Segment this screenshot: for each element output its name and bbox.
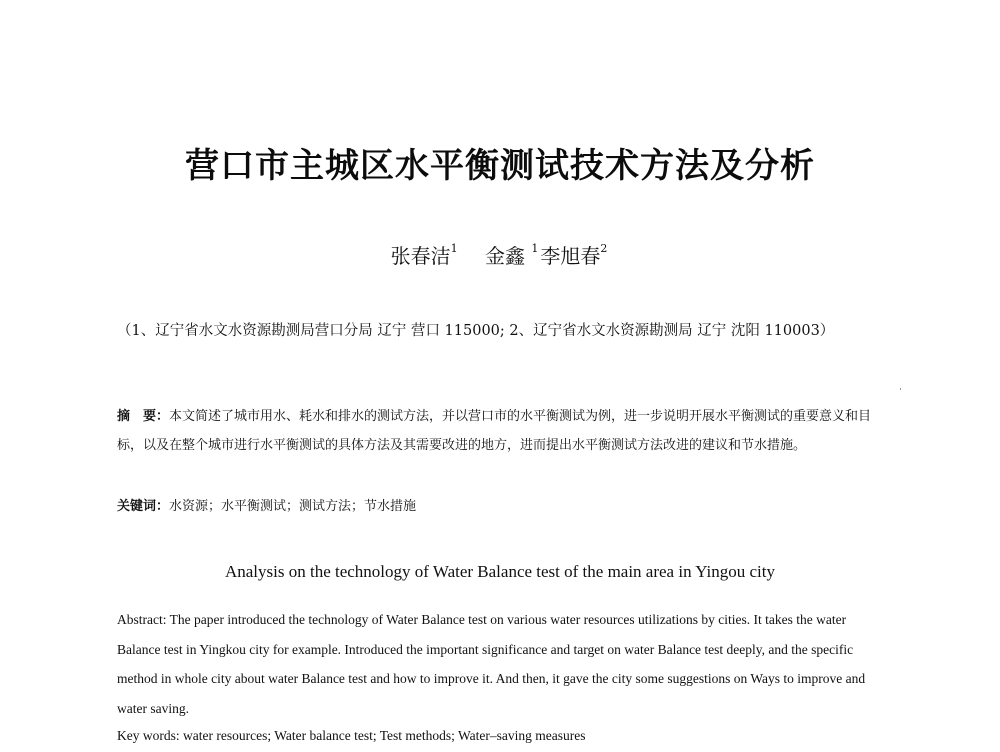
affiliations: （1、辽宁省水文水资源勘测局营口分局 辽宁 营口 115000; 2、辽宁省水文水资源勘测局 辽宁 沈阳 110003） (117, 323, 835, 339)
author-name: 金鑫 (485, 244, 526, 268)
author-name: 李旭春 (540, 244, 601, 268)
keywords-en (117, 725, 887, 747)
keywords-zh-label: 关键词： (117, 499, 170, 514)
paper-title-zh: 营口市主城区水平衡测试技术方法及分析 (185, 146, 815, 186)
paper-title-en: Analysis on the technology of Water Balance test of the main area in Yingou city (224, 562, 776, 581)
author-affiliation-mark: 1 (450, 242, 458, 256)
author-affiliation-mark: 1 (531, 242, 539, 256)
abstract-zh-text: 本文简述了城市用水、耗水和排水的测试方法，并以营口市的水平衡测试为例，进一步说明开展水平衡测试的重要意义和目标，以及在整个城市进行水平衡测试的具体方法及其需要改进的地方，进而提出水平衡测试方法改进的建议和节水措施。 (117, 409, 872, 453)
author-affiliation-mark: 2 (600, 242, 608, 256)
abstract-zh (117, 402, 887, 460)
abstract-zh-label: 摘 要： (117, 409, 170, 424)
abstract-en-text: The paper introduced the technology of Water Balance test on various water resources utilizations by cities. It takes the water Balance test in Yingkou city for example. Introduced the important significance and target on water Balance test deeply, and the specific method in whole city about water Balance test and how to improve it. And then, it gave the city some suggestions on Ways to improve and water saving. (117, 612, 866, 716)
keywords-en-text: water resources; Water balance test; Test methods; Water–saving measures (183, 728, 586, 743)
author-list (0, 240, 1000, 269)
author-name: 张春洁 (390, 244, 451, 268)
abstract-en-label: Abstract: (117, 612, 167, 627)
keywords-zh (117, 496, 887, 518)
scan-artifact (900, 388, 901, 390)
keywords-en-label: Key words: (117, 728, 180, 743)
abstract-en (117, 605, 887, 723)
keywords-zh-text: 水资源；水平衡测试；测试方法；节水措施 (169, 499, 417, 514)
